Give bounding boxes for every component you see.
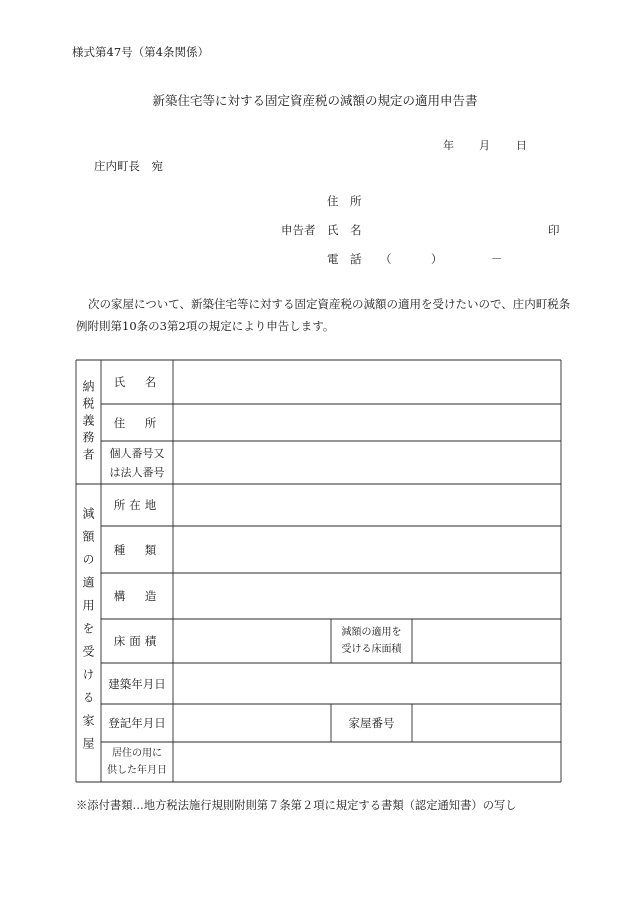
applicant-address-label: 住 所 xyxy=(327,194,362,208)
addressee: 庄内町長 宛 xyxy=(94,159,163,173)
taxpayer-group-label: 納税義務者 xyxy=(81,379,95,465)
residence-date-label-line2: 供した年月日 xyxy=(107,765,167,776)
phone-exchange-field[interactable] xyxy=(448,247,488,267)
applicant-name-field[interactable] xyxy=(375,218,540,238)
date-day-label: 日 xyxy=(516,139,527,152)
form-number: 様式第47号（第4条関係） xyxy=(72,45,209,59)
declaration-text: 次の家屋について、新築住宅等に対する固定資産税の減額の適用を受けたいので、庄内町税条例附則第10条の3第2項の規定により申告します。 xyxy=(76,297,571,333)
reduced-floor-area-label-line1: 減額の適用を xyxy=(341,627,402,638)
taxpayer-id-number-field[interactable] xyxy=(174,442,560,483)
house-structure-label: 構 造 xyxy=(113,589,161,603)
taxpayer-name-label: 氏 名 xyxy=(113,375,161,389)
residence-date-field[interactable] xyxy=(174,743,560,781)
house-kind-label: 種 類 xyxy=(113,542,161,557)
floor-area-label: 床面積 xyxy=(113,634,161,648)
phone-area-code-field[interactable] xyxy=(395,247,430,267)
seal-mark: 印 xyxy=(548,223,560,237)
taxpayer-address-label: 住 所 xyxy=(113,415,161,430)
date-year-field[interactable] xyxy=(455,133,477,153)
registered-date-field[interactable] xyxy=(174,705,330,741)
applicant-phone-label: 電 話 xyxy=(327,252,362,266)
applicant-label: 申告者 xyxy=(281,223,316,237)
house-group-label: 減額の適用を受ける家屋 xyxy=(81,506,95,760)
applicant-address-field[interactable] xyxy=(375,189,555,209)
built-date-field[interactable] xyxy=(174,664,560,703)
house-number-label: 家屋番号 xyxy=(348,716,395,730)
phone-number-field[interactable] xyxy=(506,247,551,267)
taxpayer-address-field[interactable] xyxy=(174,405,560,440)
floor-area-field[interactable] xyxy=(174,620,330,662)
date-month-field[interactable] xyxy=(491,133,513,153)
taxpayer-id-number-label xyxy=(101,441,173,484)
residence-date-label xyxy=(101,742,173,782)
attachment-note: ※添付書類…地方税法施行規則附則第７条第２項に規定する書類（認定通知書）の写し xyxy=(76,799,517,812)
phone-paren-close: ） xyxy=(431,252,443,266)
house-number-field[interactable] xyxy=(413,705,560,741)
phone-dash: － xyxy=(491,252,503,266)
reduced-floor-area-label-line2: 受ける床面積 xyxy=(341,644,402,655)
applicant-name-label: 氏 名 xyxy=(327,223,362,237)
house-structure-field[interactable] xyxy=(174,574,560,618)
taxpayer-name-field[interactable] xyxy=(174,361,560,403)
registered-date-label: 登記年月日 xyxy=(108,716,166,730)
reduced-floor-area-label xyxy=(331,619,412,663)
house-location-label: 所在地 xyxy=(113,498,161,512)
residence-date-label-line1: 居住の用に xyxy=(112,748,162,759)
date-month-label: 月 xyxy=(479,139,490,152)
phone-paren-open: （ xyxy=(380,252,392,266)
reduced-floor-area-field[interactable] xyxy=(413,620,560,662)
house-location-field[interactable] xyxy=(174,485,560,525)
document-title: 新築住宅等に対する固定資産税の減額の規定の適用申告書 xyxy=(152,93,478,108)
taxpayer-id-number-label-line2: は法人番号 xyxy=(109,465,165,479)
built-date-label: 建築年月日 xyxy=(108,676,166,691)
date-year-label: 年 xyxy=(443,139,454,152)
taxpayer-id-number-label-line1: 個人番号又 xyxy=(109,446,165,460)
house-kind-field[interactable] xyxy=(174,527,560,572)
